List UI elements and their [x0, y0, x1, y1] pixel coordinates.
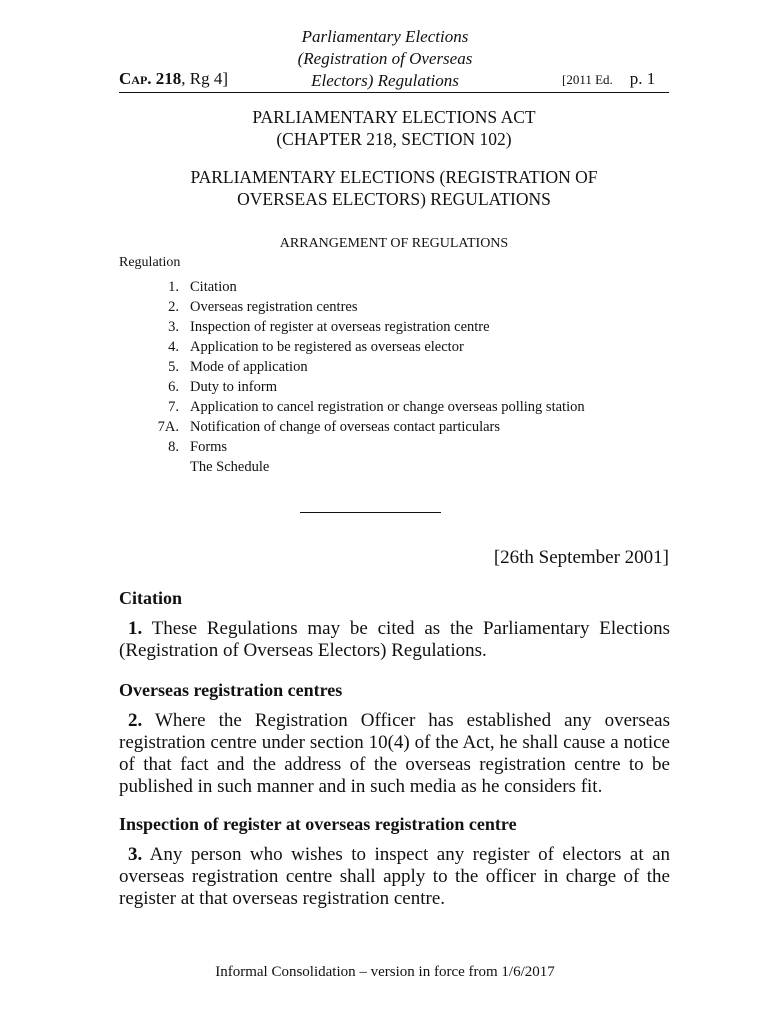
section-heading: Inspection of register at overseas registration centre: [119, 814, 517, 834]
toc-item: [119, 377, 639, 397]
toc-item-text: Citation: [190, 279, 237, 295]
header-cap-number: 218: [155, 69, 182, 88]
act-title-line: PARLIAMENTARY ELECTIONS ACT: [252, 107, 536, 127]
section-number: 2.: [128, 710, 143, 731]
act-title-line: (CHAPTER 218, SECTION 102): [276, 129, 512, 149]
toc-item: [119, 417, 639, 437]
section-heading: Overseas registration centres: [119, 680, 343, 700]
header-cap-prefix: Cap.: [119, 69, 152, 88]
section-number: 1.: [128, 618, 143, 639]
act-title: [119, 106, 669, 150]
toc-item-text: Application to cancel registration or change overseas polling station: [190, 399, 585, 415]
toc-item-number: 1.: [168, 279, 179, 295]
section-number: 3.: [128, 844, 143, 865]
table-of-contents: [119, 277, 639, 477]
toc-item-text: Duty to inform: [190, 379, 277, 395]
arrangement-title: ARRANGEMENT OF REGULATIONS: [279, 236, 509, 251]
section-overseas-registration-centres: [119, 679, 670, 798]
toc-item-number: [119, 457, 190, 477]
header-edition-label: [2011 Ed.: [562, 72, 613, 87]
regulations-title-line: PARLIAMENTARY ELECTIONS (REGISTRATION OF: [190, 167, 598, 187]
toc-item: [119, 457, 639, 477]
toc-item: [119, 317, 639, 337]
toc-item-number: 3.: [168, 319, 179, 335]
section-body: [119, 710, 670, 798]
toc-item-number: 4.: [168, 339, 179, 355]
section-inspection-of-register: [119, 813, 670, 910]
regulations-title-line: OVERSEAS ELECTORS) REGULATIONS: [237, 189, 551, 209]
toc-item-text: Application to be registered as overseas elector: [190, 339, 464, 355]
header-cap-suffix: , Rg 4]: [181, 69, 229, 88]
toc-item: [119, 437, 639, 457]
commencement-date: [26th September 2001]: [493, 547, 669, 568]
toc-item: [119, 277, 639, 297]
section-citation: [119, 587, 670, 662]
toc-item-text: Inspection of register at overseas registration centre: [190, 319, 490, 335]
regulation-column-label: Regulation: [119, 255, 181, 270]
section-text: Any person who wishes to inspect any register of electors at an overseas registration centre shall apply to the officer in charge of the register at that overseas registration centre.: [119, 844, 670, 909]
toc-item-text: Overseas registration centres: [190, 299, 358, 315]
header-edition: [562, 69, 655, 89]
toc-item: [119, 357, 639, 377]
toc-item: [119, 397, 639, 417]
toc-item: [119, 337, 639, 357]
section-text: Where the Registration Officer has established any overseas registration centre under section 10(4) of the Act, he shall cause a notice of that fact and the address of the overseas registration centre to be published in such manner and in such media as he considers fit.: [119, 710, 670, 797]
footer-consolidation-note: Informal Consolidation – version in force from 1/6/2017: [215, 964, 555, 980]
toc-divider: [300, 512, 441, 513]
toc-item-number: 8.: [168, 439, 179, 455]
section-body: [119, 618, 670, 662]
toc-item-number: 5.: [168, 359, 179, 375]
header-divider: [119, 92, 669, 93]
toc-item-text: Notification of change of overseas contact particulars: [190, 419, 501, 435]
toc-item-text: Mode of application: [190, 359, 308, 375]
header-title-line: (Registration of Overseas: [297, 49, 473, 68]
section-body: [119, 844, 670, 910]
header-chapter-ref: [119, 69, 228, 89]
section-text: These Regulations may be cited as the Parliamentary Elections (Registration of Overseas Electors) Regulations.: [119, 618, 670, 661]
header-title: [270, 26, 500, 92]
page-number: p. 1: [629, 69, 656, 88]
section-heading: Citation: [119, 588, 182, 608]
toc-item-number: 7.: [168, 399, 179, 415]
regulations-title: [119, 166, 669, 210]
toc-item: [119, 297, 639, 317]
toc-item-number: 2.: [168, 299, 179, 315]
toc-item-text: Forms: [190, 439, 228, 455]
toc-item-number: 6.: [168, 379, 179, 395]
toc-item-number: 7A.: [157, 419, 179, 435]
toc-item-text: The Schedule: [190, 459, 270, 475]
header-title-line: Parliamentary Elections: [301, 27, 469, 46]
header-title-line: Electors) Regulations: [311, 71, 459, 90]
